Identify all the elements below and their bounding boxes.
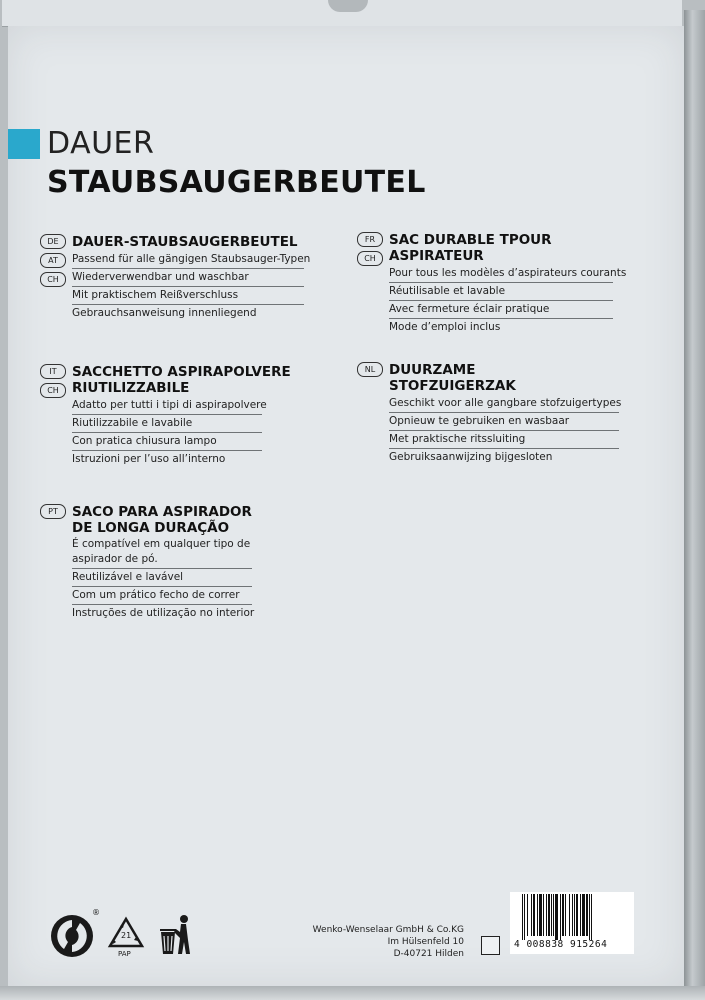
list-item: Mit praktischem Reißverschluss <box>72 287 304 305</box>
list-item: Instruções de utilização no interior <box>72 607 255 619</box>
list-item: Opnieuw te gebruiken en wasbaar <box>389 413 619 431</box>
list-item: Adatto per tutti i tipi di aspirapolvere <box>72 397 262 415</box>
list-item: Pour tous les modèles d’aspirateurs courants <box>389 265 613 283</box>
section-heading <box>72 504 252 536</box>
list-item: Met praktische ritssluiting <box>389 431 619 449</box>
barcode-bar <box>548 894 550 936</box>
barcode-bar <box>589 894 590 940</box>
barcode-bar <box>537 894 538 936</box>
recycle-code: 21 <box>121 931 132 940</box>
list-item: Istruzioni per l’uso all’interno <box>72 453 226 465</box>
barcode <box>510 892 634 954</box>
box-bottom-edge <box>0 986 705 1000</box>
list-item: Com um prático fecho de correr <box>72 587 252 605</box>
country-badge-it: IT <box>40 364 66 379</box>
country-badge-nl: NL <box>357 362 383 377</box>
section-heading-line-2: ASPIRATEUR <box>389 248 484 264</box>
barcode-bar <box>574 894 575 936</box>
barcode-bar <box>539 894 542 936</box>
section-heading-line-1: SACCHETTO ASPIRAPOLVERE <box>72 364 291 380</box>
recycle-material: PAP <box>118 950 131 958</box>
company-city: D-40721 Hilden <box>393 949 464 959</box>
barcode-bar <box>576 894 578 936</box>
barcode-bar <box>569 894 570 936</box>
barcode-bar <box>560 894 561 940</box>
list-item: Gebruiksaanwijzing bijgesloten <box>389 451 553 463</box>
section-heading-line-1: SAC DURABLE TPOUR <box>389 232 552 248</box>
section-heading <box>72 364 291 396</box>
barcode-bar <box>546 894 547 936</box>
top-flap <box>2 0 682 27</box>
barcode-bars <box>510 894 634 940</box>
list-item: Passend für alle gängigen Staubsauger-Typen <box>72 251 304 269</box>
list-item: aspirador de pó. <box>72 551 252 569</box>
empty-checkbox <box>481 936 500 955</box>
section-heading <box>389 232 552 264</box>
back-panel <box>8 26 684 986</box>
country-badge-ch: CH <box>40 383 66 398</box>
barcode-bar <box>533 894 535 936</box>
title-line-2: STAUBSAUGERBEUTEL <box>47 165 426 200</box>
barcode-bar <box>562 894 564 936</box>
country-badge-de: DE <box>40 234 66 249</box>
country-badge-pt: PT <box>40 504 66 519</box>
list-item: Con pratica chiusura lampo <box>72 433 262 451</box>
section-heading-line-1: SACO PARA ASPIRADOR <box>72 504 252 520</box>
list-item: Reutilizável e lavável <box>72 569 252 587</box>
barcode-bar <box>543 894 544 936</box>
list-item: Wiederverwendbar und waschbar <box>72 269 304 287</box>
list-item: Gebrauchsanweisung innenliegend <box>72 307 257 319</box>
barcode-bar <box>531 894 532 936</box>
barcode-bar <box>565 894 566 936</box>
section-heading <box>389 362 516 394</box>
country-badge-ch: CH <box>40 272 66 287</box>
accent-bar <box>8 129 40 159</box>
company-address <box>298 924 464 960</box>
country-badge-fr: FR <box>357 232 383 247</box>
barcode-bar <box>522 894 523 940</box>
section-heading-line-2: DE LONGA DURAÇÃO <box>72 520 230 536</box>
registered-mark: ® <box>92 908 100 917</box>
barcode-bar <box>591 894 592 940</box>
section-heading-line-2: RIUTILIZZABILE <box>72 380 190 396</box>
barcode-bar <box>527 894 528 936</box>
title-line-1: DAUER <box>47 126 155 161</box>
country-badge-ch: CH <box>357 251 383 266</box>
barcode-number: 4 008838 915264 <box>514 939 608 950</box>
list-item: Avec fermeture éclair pratique <box>389 301 613 319</box>
green-dot-icon <box>50 914 96 960</box>
barcode-bar <box>551 894 552 936</box>
barcode-bar <box>580 894 581 936</box>
section-heading: DAUER-STAUBSAUGERBEUTEL <box>72 234 298 250</box>
section-heading-line-2: STOFZUIGERZAK <box>389 378 516 394</box>
country-badge-at: AT <box>40 253 66 268</box>
company-name: Wenko-Wenselaar GmbH & Co.KG <box>312 925 464 935</box>
barcode-bar <box>582 894 585 936</box>
list-item: Geschikt voor alle gangbare stofzuigertypes <box>389 395 619 413</box>
barcode-bar <box>586 894 588 936</box>
tidyman-icon <box>158 914 194 958</box>
barcode-bar <box>553 894 554 936</box>
flap-notch <box>328 0 368 12</box>
box-side-edge <box>684 10 705 1000</box>
company-street: Im Hülsenfeld 10 <box>387 937 464 947</box>
list-item: Mode d’emploi inclus <box>389 321 501 333</box>
section-heading-line-1: DUURZAME <box>389 362 476 378</box>
barcode-bar <box>572 894 573 936</box>
list-item: Réutilisable et lavable <box>389 283 613 301</box>
list-item: Riutilizzabile e lavabile <box>72 415 262 433</box>
barcode-bar <box>555 894 558 940</box>
list-item: É compatível em qualquer tipo de <box>72 538 251 550</box>
barcode-bar <box>524 894 525 940</box>
